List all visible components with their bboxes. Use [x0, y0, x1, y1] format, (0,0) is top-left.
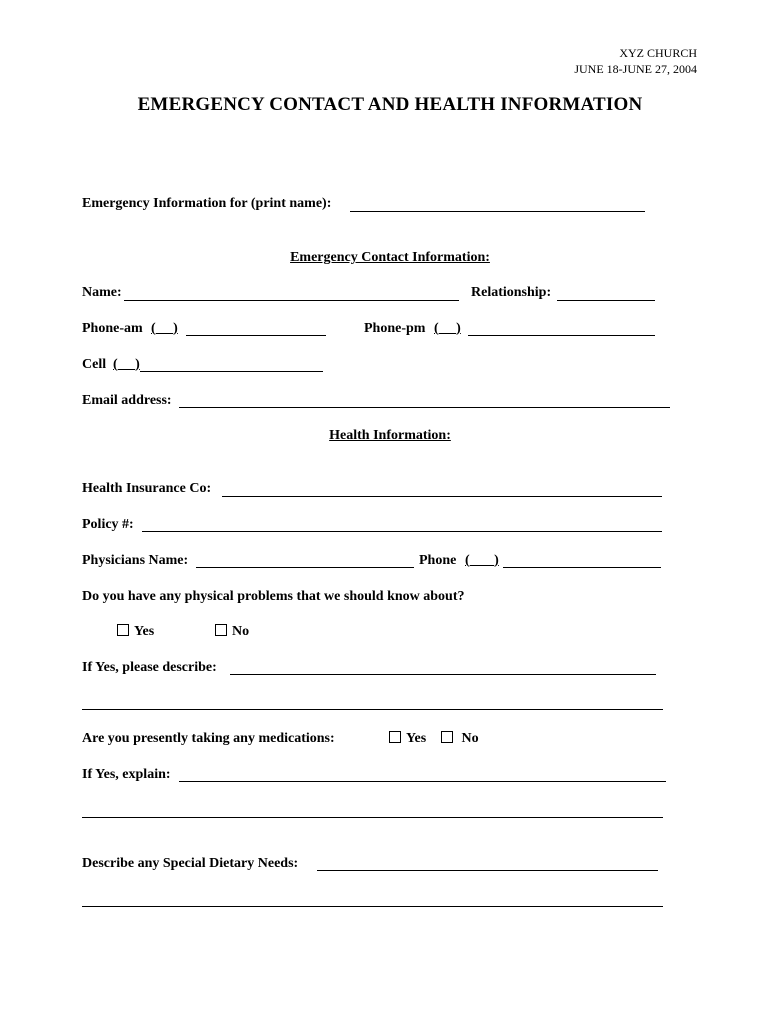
phone-pm-label: Phone-pm: [364, 321, 426, 336]
emergency-for-label: Emergency Information for (print name):: [82, 196, 332, 211]
medications-no-checkbox[interactable]: [441, 731, 453, 743]
emergency-contact-heading: Emergency Contact Information:: [290, 250, 490, 265]
phone-pm-area-code[interactable]: ( ): [434, 321, 461, 336]
email-field[interactable]: [179, 407, 670, 408]
dietary-field-line-2[interactable]: [82, 906, 663, 907]
describe-field[interactable]: [230, 674, 656, 675]
phone-am-label: Phone-am: [82, 321, 143, 336]
medications-yes-option[interactable]: [389, 731, 426, 747]
cell-field[interactable]: [140, 371, 323, 372]
medications-yes-label: Yes: [406, 731, 427, 746]
explain-label: If Yes, explain:: [82, 767, 171, 782]
insurance-field[interactable]: [222, 496, 662, 497]
physical-yes-option[interactable]: [117, 624, 154, 640]
physical-yes-label: Yes: [134, 624, 155, 639]
explain-field[interactable]: [179, 781, 666, 782]
dietary-label: Describe any Special Dietary Needs:: [82, 856, 299, 871]
cell-label: Cell: [82, 357, 107, 372]
physician-phone-label: Phone: [419, 553, 457, 568]
describe-field-line-2[interactable]: [82, 709, 663, 710]
physical-no-label: No: [232, 624, 250, 639]
contact-name-field[interactable]: [124, 300, 459, 301]
page-title: EMERGENCY CONTACT AND HEALTH INFORMATION: [137, 94, 643, 115]
medications-question: Are you presently taking any medications:: [82, 731, 335, 746]
health-info-heading: Health Information:: [329, 428, 451, 443]
medications-no-label: No: [461, 731, 479, 746]
relationship-field[interactable]: [557, 300, 655, 301]
physical-problems-question: Do you have any physical problems that we should know about?: [82, 589, 465, 604]
relationship-label: Relationship:: [471, 285, 552, 300]
contact-name-label: Name:: [82, 285, 122, 300]
physician-field[interactable]: [196, 567, 414, 568]
dietary-field[interactable]: [317, 870, 658, 871]
physical-no-option[interactable]: [215, 624, 249, 640]
event-dates: JUNE 18-JUNE 27, 2004: [574, 62, 697, 76]
cell-area-code[interactable]: ( ): [113, 357, 140, 372]
describe-label: If Yes, please describe:: [82, 660, 217, 675]
policy-field[interactable]: [142, 531, 662, 532]
physical-yes-checkbox[interactable]: [117, 624, 129, 636]
physical-no-checkbox[interactable]: [215, 624, 227, 636]
phone-am-area-code[interactable]: ( ): [151, 321, 178, 336]
physician-label: Physicians Name:: [82, 553, 189, 568]
insurance-label: Health Insurance Co:: [82, 481, 212, 496]
org-name: XYZ CHURCH: [619, 46, 697, 60]
explain-field-line-2[interactable]: [82, 817, 663, 818]
medications-no-option[interactable]: [441, 731, 479, 747]
phone-pm-field[interactable]: [468, 335, 655, 336]
policy-label: Policy #:: [82, 517, 134, 532]
phone-am-field[interactable]: [186, 335, 326, 336]
physician-phone-field[interactable]: [503, 567, 661, 568]
physician-phone-area-code[interactable]: ( ): [465, 553, 499, 568]
emergency-for-name-field[interactable]: [350, 211, 645, 212]
medications-yes-checkbox[interactable]: [389, 731, 401, 743]
email-label: Email address:: [82, 393, 172, 408]
